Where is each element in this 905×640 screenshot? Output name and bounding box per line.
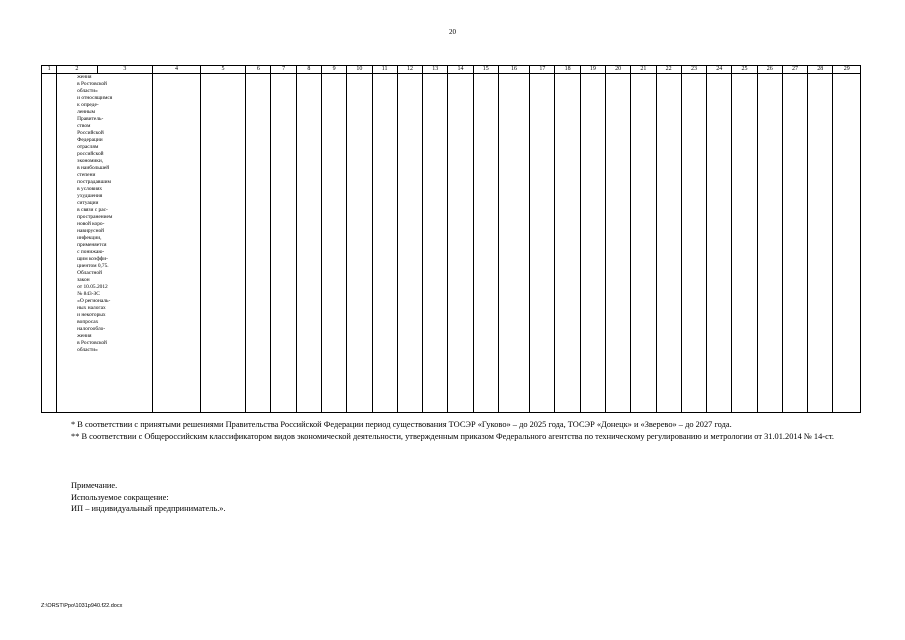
col-num-18: 18 (555, 66, 580, 74)
col-num-28: 28 (808, 66, 833, 74)
cell-line: в условиях (77, 186, 103, 192)
page-number: 20 (449, 28, 456, 36)
table-cell (322, 74, 347, 413)
table-cell (782, 74, 807, 413)
col-num-22: 22 (656, 66, 681, 74)
footnote-1: * В соответствии с принятыми решениями Правительства Российской Федерации период существования ТОСЭР «Гуково» – до 2025 года, ТОСЭР «Донецк» и «Зверево» – до 2027 года. (71, 420, 732, 429)
footnotes (57, 419, 861, 442)
cell-line: к опреде- (77, 102, 99, 108)
col-num-24: 24 (707, 66, 732, 74)
cell-line: отраслям (77, 144, 99, 150)
cell-line: щим коэффи- (77, 256, 108, 262)
table-cell (681, 74, 706, 413)
footnote-2: ** В соответствии с Общероссийским классификатором видов экономической деятельности, утвержденным приказом Федерального агентства по техническому регулированию и метрологии от 31.01.2014 № 14-ст. (71, 431, 834, 441)
abbreviation-item: ИП – индивидуальный предприниматель.». (71, 504, 226, 513)
table-cell (347, 74, 372, 413)
table-cell (153, 74, 201, 413)
cell-line: ухудшения (77, 193, 103, 199)
cell-line: инфекции, (77, 235, 102, 241)
col-num-25: 25 (732, 66, 757, 74)
cell-line: ных налогах (77, 305, 106, 311)
table-cell (296, 74, 321, 413)
cell-line: навирусной (77, 228, 105, 234)
table-cell (732, 74, 757, 413)
table-cell (833, 74, 861, 413)
cell-line: ством (77, 123, 91, 129)
file-path: Z:\ORST\Ppo\1031p940.f22.docx (41, 603, 123, 609)
col-num-1: 1 (42, 66, 57, 74)
col-num-7: 7 (271, 66, 296, 74)
col-num-14: 14 (448, 66, 473, 74)
cell-line: Правитель- (77, 116, 104, 122)
table-cell (473, 74, 498, 413)
table-cell (530, 74, 555, 413)
cell-line: пространением (77, 214, 113, 220)
cell-line: ленным (77, 109, 96, 115)
col-num-16: 16 (498, 66, 529, 74)
table-cell (246, 74, 271, 413)
legal-basis-cell (57, 74, 153, 413)
cell-line: экономики, (77, 158, 104, 164)
cell-line: степени (77, 172, 96, 178)
table-cell (606, 74, 631, 413)
cell-line: новой коро- (77, 221, 105, 227)
cell-line: Федерации (77, 137, 103, 143)
table-cell (580, 74, 605, 413)
col-num-12: 12 (397, 66, 422, 74)
col-num-29: 29 (833, 66, 861, 74)
col-num-5: 5 (200, 66, 246, 74)
cell-line: с понижаю- (77, 249, 105, 255)
remark-block (71, 480, 226, 515)
table-cell (271, 74, 296, 413)
col-num-15: 15 (473, 66, 498, 74)
abbreviation-heading: Используемое сокращение: (71, 492, 169, 502)
remark-title: Примечание. (71, 481, 118, 490)
col-num-10: 10 (347, 66, 372, 74)
cell-line: циентом 0,75. (77, 263, 109, 269)
col-num-27: 27 (782, 66, 807, 74)
col-num-23: 23 (681, 66, 706, 74)
col-num-2: 2 (57, 66, 97, 74)
cell-line: в связи с рас- (77, 207, 108, 213)
cell-line: Областной (77, 270, 102, 276)
data-table (41, 65, 861, 413)
cell-line: налогообло- (77, 326, 106, 332)
col-num-21: 21 (631, 66, 656, 74)
cell-line: «О региональ- (77, 298, 111, 304)
cell-line: и некоторых (77, 312, 106, 318)
cell-line: от 10.05.2012 (77, 284, 108, 290)
cell-line: № 843-ЗС (77, 291, 100, 297)
cell-line: области» (77, 88, 98, 94)
table-cell (200, 74, 246, 413)
col-num-3: 3 (97, 66, 153, 74)
table-cell (372, 74, 397, 413)
table-cell (656, 74, 681, 413)
cell-line: области» (77, 347, 98, 353)
col-num-9: 9 (322, 66, 347, 74)
col-num-4: 4 (153, 66, 201, 74)
col-num-13: 13 (423, 66, 448, 74)
table-cell (631, 74, 656, 413)
cell-line: Российской (77, 130, 104, 136)
col-num-17: 17 (530, 66, 555, 74)
col-num-26: 26 (757, 66, 782, 74)
cell-line: пострадавшим (77, 179, 111, 185)
table-cell (808, 74, 833, 413)
cell-line: российской (77, 151, 104, 157)
table-cell (448, 74, 473, 413)
col-num-11: 11 (372, 66, 397, 74)
table-cell (42, 74, 57, 413)
col-num-6: 6 (246, 66, 271, 74)
cell-line: применяется (77, 242, 107, 248)
cell-line: жения (77, 333, 92, 339)
cell-line: в Ростовской (77, 81, 107, 87)
col-num-19: 19 (580, 66, 605, 74)
column-number-row (42, 66, 861, 74)
table-cell (555, 74, 580, 413)
table-cell (707, 74, 732, 413)
col-num-20: 20 (606, 66, 631, 74)
cell-line: в наибольшей (77, 165, 110, 171)
cell-line: в Ростовской (77, 340, 107, 346)
cell-line: и относящимся (77, 95, 113, 101)
table-cell (397, 74, 422, 413)
table-cell (423, 74, 448, 413)
cell-line: жения (77, 74, 92, 80)
table-row (42, 74, 861, 413)
cell-line: вопросах (77, 319, 99, 325)
table-cell (498, 74, 529, 413)
cell-line: закон (77, 277, 90, 283)
table-cell (757, 74, 782, 413)
col-num-8: 8 (296, 66, 321, 74)
cell-line: ситуации (77, 200, 99, 206)
